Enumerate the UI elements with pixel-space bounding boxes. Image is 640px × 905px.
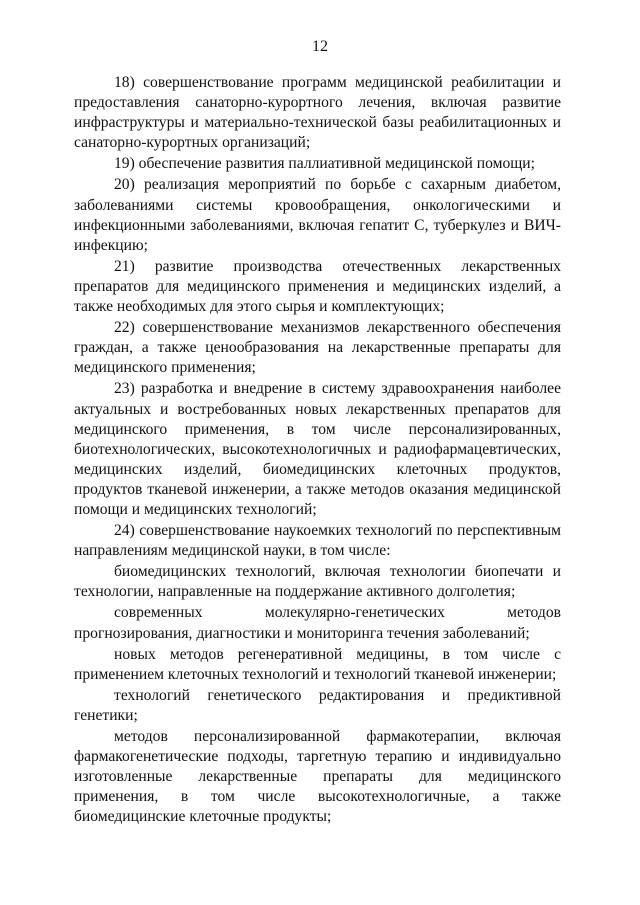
paragraph-item-21: 21) развитие производства отечественных лекарственных препаратов для медицинского применения и медицинских изделий, а также необходимых для этого сырья и комплектующих; <box>74 257 561 316</box>
page-number: 12 <box>312 38 328 55</box>
paragraph-genetic-editing: технологий генетического редактирования и предиктивной генетики; <box>74 686 561 724</box>
paragraph-item-23: 23) разработка и внедрение в систему здравоохранения наиболее актуальных и востребованных новых лекарственных препаратов для медицинского применения, в том числе персонализированных, биотехнологических, высокотехнологичных и радиофармацевтических, медицинских изделий, биомедицинских клеточных продуктов, продуктов тканевой инженерии, а также методов оказания медицинской помощи и медицинских технологий; <box>74 380 561 518</box>
document-body <box>74 73 561 828</box>
paragraph-item-24: 24) совершенствование наукоемких технологий по перспективным направлениям медицинской науки, в том числе: <box>74 522 561 560</box>
paragraph-molecular-genetic-methods: современных молекулярно-генетических методов прогнозирования, диагностики и мониторинга течения заболеваний; <box>74 604 561 642</box>
paragraph-item-18: 18) совершенствование программ медицинской реабилитации и предоставления санаторно-курортного лечения, включая развитие инфраструктуры и материально-технической базы реабилитационных и санаторно-курортных организаций; <box>74 74 561 152</box>
paragraph-personalized-pharmacotherapy: методов персонализированной фармакотерапии, включая фармакогенетические подходы, таргетную терапию и индивидуально изготовленные лекарственные препараты для медицинского применения, в том числе высокотехнологичные, а также биомедицинские клеточные продукты; <box>74 728 561 826</box>
paragraph-item-20: 20) реализация мероприятий по борьбе с сахарным диабетом, заболеваниями системы кровообращения, онкологическими и инфекционными заболеваниями, включая гепатит С, туберкулез и ВИЧ-инфекцию; <box>74 176 561 254</box>
paragraph-item-19: 19) обеспечение развития паллиативной медицинской помощи; <box>114 155 535 173</box>
paragraph-biomedical-technologies: биомедицинских технологий, включая технологии биопечати и технологии, направленные на поддержание активного долголетия; <box>74 563 561 601</box>
paragraph-regenerative-medicine: новых методов регенеративной медицины, в том числе с применением клеточных технологий и технологий тканевой инженерии; <box>74 645 561 683</box>
paragraph-item-22: 22) совершенствование механизмов лекарственного обеспечения граждан, а также ценообразования на лекарственные препараты для медицинского применения; <box>74 319 561 377</box>
